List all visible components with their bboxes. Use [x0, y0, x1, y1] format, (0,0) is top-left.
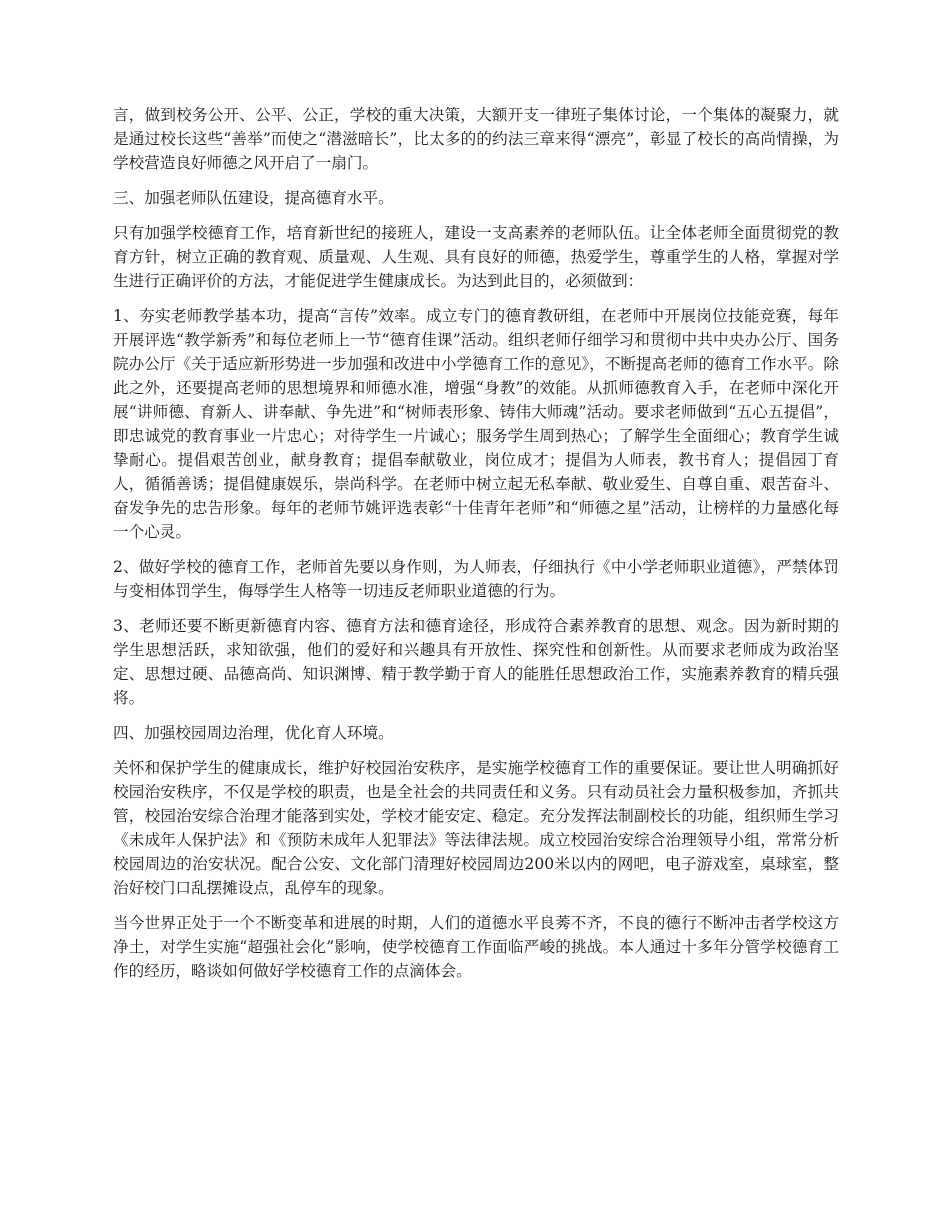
paragraph-3: 只有加强学校德育工作，培育新世纪的接班人，建设一支高素养的老师队伍。让全体老师全面贯彻党的教育方针，树立正确的教育观、质量观、人生观、具有良好的师德，热爱学生，尊重学生的人格，掌握对学生进行正确评价的方法，才能促进学生健康成长。为达到此目的，必须做到： [113, 224, 839, 290]
paragraph-item-2: 2、做好学校的德育工作，老师首先要以身作则，为人师表，仔细执行《中小学老师职业道德》，严禁体罚与变相体罚学生，侮辱学生人格等一切违反老师职业道德的行为。 [113, 558, 839, 600]
section-heading-4: 四、加强校园周边治理，优化育人环境。 [113, 724, 394, 742]
paragraph-item-1: 1、夯实老师教学基本功，提高“言传”效率。成立专门的德育教研组，在老师中开展岗位技能竞赛，每年开展评选“教学新秀”和每位老师上一节“德育佳课”活动。组织老师仔细学习和贯彻中共中央办公厅、国务院办公厅《关于适应新形势进一步加强和改进中小学德育工作的意见》，不断提高老师的德育工作水平。除此之外，还要提高老师的思想境界和师德水准，增强“身教”的效能。从抓师德教育入手，在老师中深化开展“讲师德、育新人、讲奉献、争先进”和“树师表形象、铸伟大师魂”活动。要求老师做到“五心五提倡”，即忠诚党的教育事业一片忠心；对待学生一片诚心；服务学生周到热心；了解学生全面细心；教育学生诚挚耐心。提倡艰苦创业，献身教育；提倡奉献敬业，岗位成才；提倡为人师表，教书育人；提倡园丁育人，循循善诱；提倡健康娱乐，崇尚科学。在老师中树立起无私奉献、敬业爱生、自尊自重、艰苦奋斗、奋发争先的忠告形象。每年的老师节姚评选表彰“十佳青年老师”和“师德之星”活动，让榜样的力量感化每一个心灵。 [113, 307, 839, 541]
paragraph-8: 关怀和保护学生的健康成长，维护好校园治安秩序，是实施学校德育工作的重要保证。要让世人明确抓好校园治安秩序，不仅是学校的职责，也是全社会的共同责任和义务。只有动员社会力量积极参加，齐抓共管，校园治安综合治理才能落到实处，学校才能安定、稳定。充分发挥法制副校长的功能，组织师生学习《未成年人保护法》和《预防未成年人犯罪法》等法律法规。成立校园治安综合治理领导小组，常常分析校园周边的治安状况。配合公安、文化部门清理好校园周边200米以内的网吧，电子游戏室，桌球室，整治好校门口乱摆摊设点，乱停车的现象。 [113, 759, 839, 897]
paragraph-9: 当今世界正处于一个不断变革和进展的时期，人们的道德水平良莠不齐，不良的德行不断冲击者学校这方净土，对学生实施“超强社会化”影响，使学校德育工作面临严峻的挑战。本人通过十多年分管学校德育工作的经历，略谈如何做好学校德育工作的点滴体会。 [113, 914, 839, 980]
document-body [113, 103, 839, 994]
paragraph-1: 言，做到校务公开、公平、公正，学校的重大决策，大额开支一律班子集体讨论，一个集体的凝聚力，就是通过校长这些“善举”而使之“潜滋暗长”，比太多的的约法三章来得“漂亮”，彰显了校长的高尚情操，为学校营造良好师德之风开启了一扇门。 [113, 106, 839, 172]
section-heading-3: 三、加强老师队伍建设，提高德育水平。 [113, 189, 394, 207]
paragraph-item-3: 3、老师还要不断更新德育内容、德育方法和德育途径，形成符合素养教育的思想、观念。因为新时期的学生思想活跃，求知欲强，他们的爱好和兴趣具有开放性、探究性和创新性。从而要求老师成为政治坚定、思想过硬、品德高尚、知识渊博、精于教学勤于育人的能胜任思想政治工作，实施素养教育的精兵强将。 [113, 617, 839, 707]
